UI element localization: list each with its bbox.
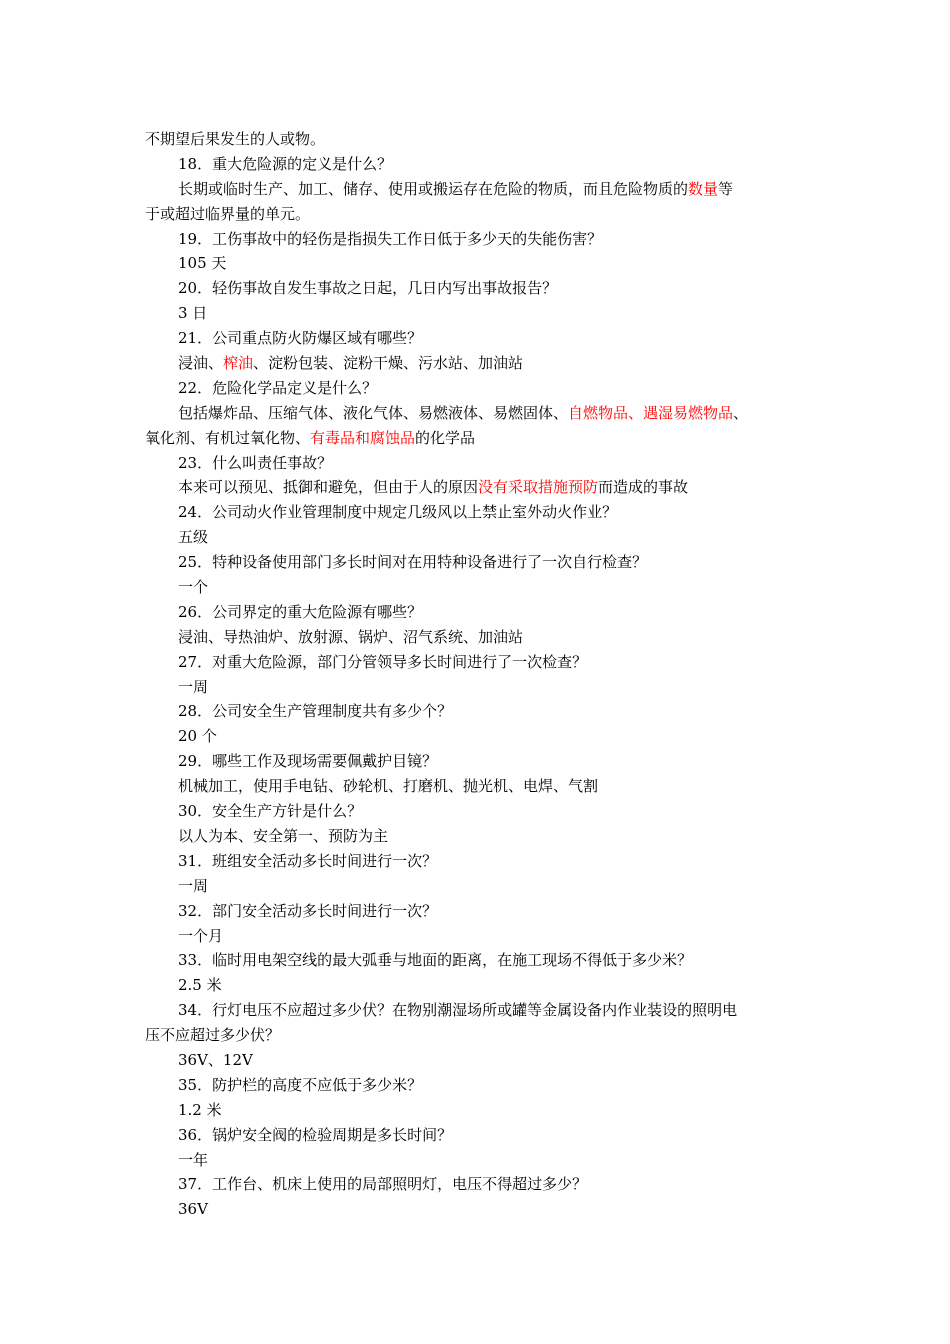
text-line (145, 550, 815, 575)
text-line (145, 675, 815, 700)
text-segment: 1.2 米 (178, 1100, 222, 1119)
text-segment: 36V、12V (178, 1050, 253, 1069)
text-line (145, 625, 815, 650)
text-segment: 包括爆炸品、压缩气体、液化气体、易燃液体、易燃固体、 (178, 403, 569, 422)
text-segment: 的化学品 (415, 428, 476, 447)
text-segment: 、淀粉包装、淀粉干燥、污水站、加油站 (253, 354, 524, 373)
text-line (145, 127, 815, 152)
text-segment: 36．锅炉安全阀的检验周期是多长时间？ (178, 1125, 453, 1144)
text-line (145, 948, 815, 973)
text-line (145, 1073, 815, 1098)
text-line (145, 152, 815, 177)
text-segment: 以人为本、安全第一、预防为主 (178, 826, 389, 845)
text-line (145, 973, 815, 998)
text-segment: 30．安全生产方针是什么？ (178, 802, 363, 821)
text-line (145, 401, 815, 426)
text-segment: 32．部门安全活动多长时间进行一次？ (178, 901, 438, 920)
text-segment: 33．临时用电架空线的最大弧垂与地面的距离，在施工现场不得低于多少米？ (178, 951, 693, 970)
text-line (145, 451, 815, 476)
text-segment: 27．对重大危险源，部门分管领导多长时间进行了一次检查？ (178, 652, 588, 671)
text-segment: 而造成的事故 (598, 478, 689, 497)
text-line (145, 1023, 815, 1048)
text-segment: 不期望后果发生的人或物。 (145, 130, 326, 148)
text-line (145, 426, 815, 451)
text-segment: 23．什么叫责任事故？ (178, 453, 333, 472)
text-segment: 22．危险化学品定义是什么？ (178, 378, 378, 397)
text-segment: 一年 (178, 1150, 209, 1169)
text-segment: 一个 (178, 578, 209, 597)
text-segment: 35．防护栏的高度不应低于多少米？ (178, 1075, 423, 1094)
text-line (145, 998, 815, 1023)
text-line (145, 326, 815, 351)
text-segment: 本来可以预见、抵御和避免，但由于人的原因 (178, 478, 479, 497)
text-line (145, 749, 815, 774)
text-line (145, 1197, 815, 1222)
text-line (145, 650, 815, 675)
text-line (145, 1048, 815, 1073)
text-segment: 29．哪些工作及现场需要佩戴护目镜？ (178, 752, 438, 771)
text-line (145, 575, 815, 600)
text-line (145, 824, 815, 849)
text-segment: 一周 (178, 677, 209, 696)
text-line (145, 724, 815, 749)
text-segment: 一周 (178, 876, 209, 895)
highlighted-text: 没有采取措施预防 (478, 478, 599, 497)
text-segment: 一个月 (178, 926, 224, 945)
text-line (145, 301, 815, 326)
text-line (145, 1098, 815, 1123)
text-segment: 18．重大危险源的定义是什么？ (178, 154, 393, 173)
text-line (145, 351, 815, 376)
text-line (145, 227, 815, 252)
text-line (145, 525, 815, 550)
text-segment: 21．公司重点防火防爆区域有哪些？ (178, 329, 423, 348)
text-segment: 氧化剂、有机过氧化物、 (145, 428, 311, 447)
text-segment: 37．工作台、机床上使用的局部照明灯，电压不得超过多少？ (178, 1175, 588, 1194)
text-segment: 36V (178, 1200, 208, 1219)
highlighted-text: 榨油 (223, 354, 254, 373)
text-segment: 34．行灯电压不应超过多少伏？在物别潮湿场所或罐等金属设备内作业装设的照明电 (178, 1001, 738, 1020)
text-segment: 浸油、 (178, 354, 224, 373)
text-line (145, 874, 815, 899)
highlighted-text: 数量 (688, 179, 719, 198)
text-segment: 3 日 (178, 304, 208, 323)
text-segment: 2.5 米 (178, 976, 222, 995)
text-segment: 五级 (178, 528, 209, 547)
text-segment: 长期或临时生产、加工、储存、使用或搬运存在危险的物质，而且危险物质的 (178, 179, 689, 198)
text-segment: 19．工伤事故中的轻伤是指损失工作日低于多少天的失能伤害？ (178, 229, 603, 248)
text-segment: 、 (733, 403, 749, 422)
text-line (145, 251, 815, 276)
text-segment: 28．公司安全生产管理制度共有多少个？ (178, 702, 453, 721)
document-body (145, 127, 815, 1222)
text-line (145, 849, 815, 874)
text-segment: 于或超过临界量的单元。 (145, 204, 311, 223)
text-line (145, 1148, 815, 1173)
text-segment: 31．班组安全活动多长时间进行一次？ (178, 851, 438, 870)
text-segment: 20 个 (178, 727, 217, 746)
text-line (145, 600, 815, 625)
text-line (145, 799, 815, 824)
text-segment: 浸油、导热油炉、放射源、锅炉、沼气系统、加油站 (178, 627, 524, 646)
text-line (145, 924, 815, 949)
text-segment: 20．轻伤事故自发生事故之日起，几日内写出事故报告？ (178, 279, 558, 298)
text-line (145, 202, 815, 227)
text-line (145, 475, 815, 500)
text-line (145, 177, 815, 202)
highlighted-text: 自燃物品、遇湿易燃物品 (568, 403, 734, 422)
text-segment: 机械加工，使用手电钻、砂轮机、打磨机、抛光机、电焊、气割 (178, 777, 599, 796)
text-segment: 105 天 (178, 254, 227, 273)
text-line (145, 699, 815, 724)
text-line (145, 899, 815, 924)
highlighted-text: 有毒品和腐蚀品 (310, 428, 416, 447)
text-line (145, 376, 815, 401)
text-line (145, 774, 815, 799)
text-segment: 26．公司界定的重大危险源有哪些？ (178, 602, 423, 621)
text-line (145, 276, 815, 301)
text-segment: 等 (718, 179, 734, 198)
text-segment: 25．特种设备使用部门多长时间对在用特种设备进行了一次自行检查？ (178, 553, 648, 572)
text-line (145, 500, 815, 525)
text-line (145, 1123, 815, 1148)
text-segment: 压不应超过多少伏？ (145, 1026, 281, 1045)
text-line (145, 1172, 815, 1197)
text-segment: 24．公司动火作业管理制度中规定几级风以上禁止室外动火作业？ (178, 503, 618, 522)
